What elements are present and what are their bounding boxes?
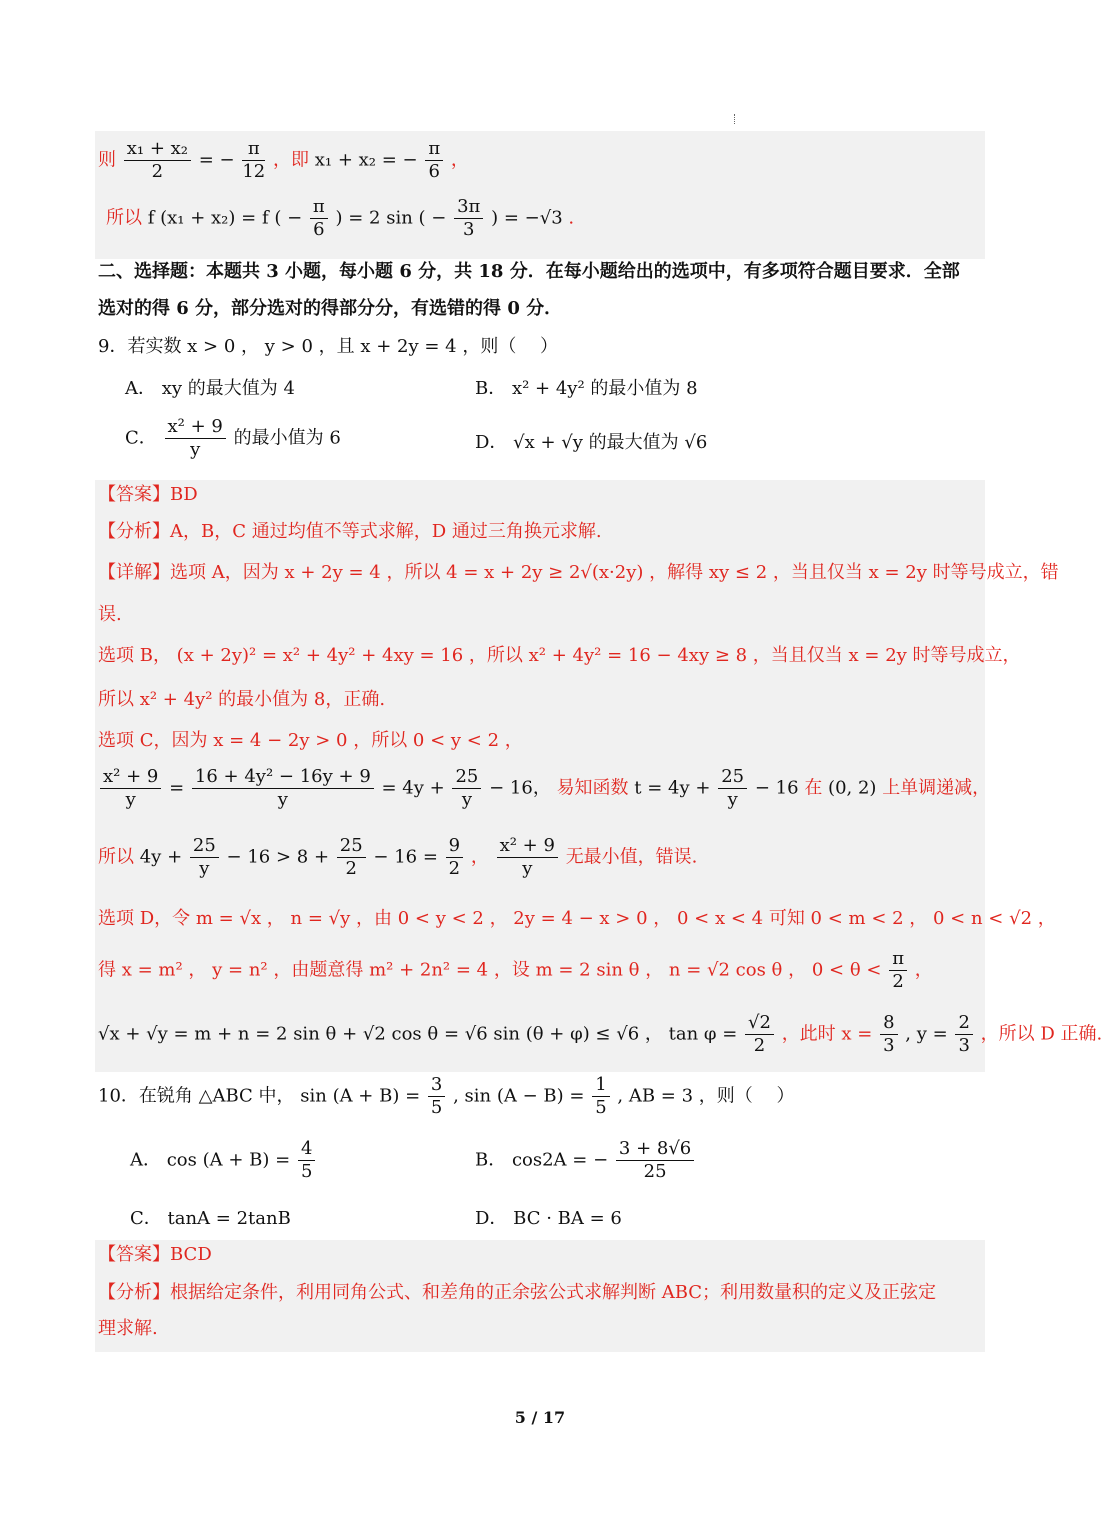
q10-option-a: A． cos (A + B) = $\frac{4}{5}$ — [130, 1138, 317, 1183]
q9-option-d: D． √x + √y 的最大值为 √6 — [475, 432, 708, 453]
q9-analysis: 【分析】A，B，C 通过均值不等式求解，D 通过三角换元求解. — [98, 521, 602, 542]
solution-line-1: 则 $\frac{\text{x₁ + x₂}}{2}$ = − $\frac{\pi}{12}$ ，即 x₁ + x₂ = − $\frac{\pi}{6}$ ， — [98, 138, 469, 182]
q9-detail-c-1: 选项 C，因为 x = 4 − 2y > 0 ，所以 0 < y < 2 ， — [98, 730, 523, 751]
question-9-stem: 9．若实数 x > 0 ， y > 0 ，且 x + 2y = 4 ，则（ ） — [98, 336, 559, 357]
q9-option-c: C． $\frac{\text{x² + 9}}{y}$ 的最小值为 6 — [125, 416, 341, 460]
q9-detail-d-3: √x + √y = m + n = 2 sin θ + √2 cos θ = √6 sin (θ + φ) ≤ √6 ， tan φ = $\frac{√2}{2}$ ，此时 x = $\frac{8}{3}$ , y = $\frac{2}{3}$ ，所以 D 正确. — [98, 1012, 1102, 1056]
q10-answer: 【答案】BCD — [98, 1244, 212, 1265]
solution-line-2: 所以 f (x₁ + x₂) = f ( − $\frac{\pi}{6}$ ) = 2 sin ( − $\frac{3\pi}{3}$ ) = −√3 . — [106, 196, 575, 240]
q9-detail-d-1: 选项 D，令 m = √x ， n = √y ，由 0 < y < 2 ， 2y = 4 − x > 0 ， 0 < x < 4 可知 0 < m < 2 ， 0 < n < √2 ， — [98, 908, 1056, 929]
q10-analysis-1: 【分析】根据给定条件，利用同角公式、和差角的正余弦公式求解判断 ABC；利用数量积的定义及正弦定 — [98, 1282, 937, 1303]
page-number: 5 / 17 — [514, 1408, 566, 1427]
q9-detail-d-2: 得 x = m² ， y = n² ，由题意得 m² + 2n² = 4 ，设 m = 2 sin θ ， n = √2 cos θ ， 0 < θ < $\frac{\pi}{2}$ ， — [98, 948, 933, 992]
header-mark — [734, 114, 736, 124]
section-heading-line-2: 选对的得 6 分，部分选对的得部分分，有选错的得 0 分． — [98, 298, 563, 319]
q9-detail-a-1: 【详解】选项 A，因为 x + 2y = 4 ，所以 4 = x + 2y ≥ 2√(x·2y) ，解得 xy ≤ 2 ，当且仅当 x = 2y 时等号成立，错 — [98, 562, 1059, 583]
q9-detail-c-2: $\frac{\text{x² + 9}}{y}$ = $\frac{\text{16 + 4y² − 16y + 9}}{y}$ = 4y + $\frac{25}{y}$ − 16， 易知函数 t = 4y + $\frac{25}{y}$ − 16 在 (0, 2) 上单调递减， — [98, 766, 990, 811]
q9-detail-b-2: 所以 x² + 4y² 的最小值为 8，正确. — [98, 689, 386, 710]
section-heading-line-1: 二、选择题：本题共 3 小题，每小题 6 分，共 18 分．在每小题给出的选项中，有多项符合题目要求．全部 — [98, 261, 960, 282]
q10-option-d: D． BC · BA = 6 — [475, 1208, 622, 1229]
q9-detail-c-3: 所以 4y + $\frac{25}{y}$ − 16 > 8 + $\frac{25}{2}$ − 16 = $\frac{9}{2}$ ， $\frac{\text{x² + 9}}{y}$ 无最小值，错误. — [98, 835, 698, 879]
q9-answer: 【答案】BD — [98, 484, 198, 505]
q9-detail-b-1: 选项 B， (x + 2y)² = x² + 4y² + 4xy = 16 ，所以 x² + 4y² = 16 − 4xy ≥ 8 ，当且仅当 x = 2y 时等号成立， — [98, 645, 1021, 666]
question-10-stem: 10．在锐角 △ABC 中， sin (A + B) = $\frac{3}{5}$ , sin (A − B) = $\frac{1}{5}$ , AB = 3 ，则（ ） — [98, 1074, 795, 1118]
q10-option-c: C． tanA = 2tanB — [130, 1208, 291, 1229]
q9-option-a: A． xy 的最大值为 4 — [125, 378, 295, 399]
q10-option-b: B． cos2A = − $\frac{3 + 8√6}{25}$ — [475, 1138, 696, 1183]
q9-option-b: B． x² + 4y² 的最小值为 8 — [475, 378, 698, 399]
q10-analysis-2: 理求解. — [98, 1318, 158, 1339]
q9-detail-a-2: 误. — [98, 604, 122, 625]
